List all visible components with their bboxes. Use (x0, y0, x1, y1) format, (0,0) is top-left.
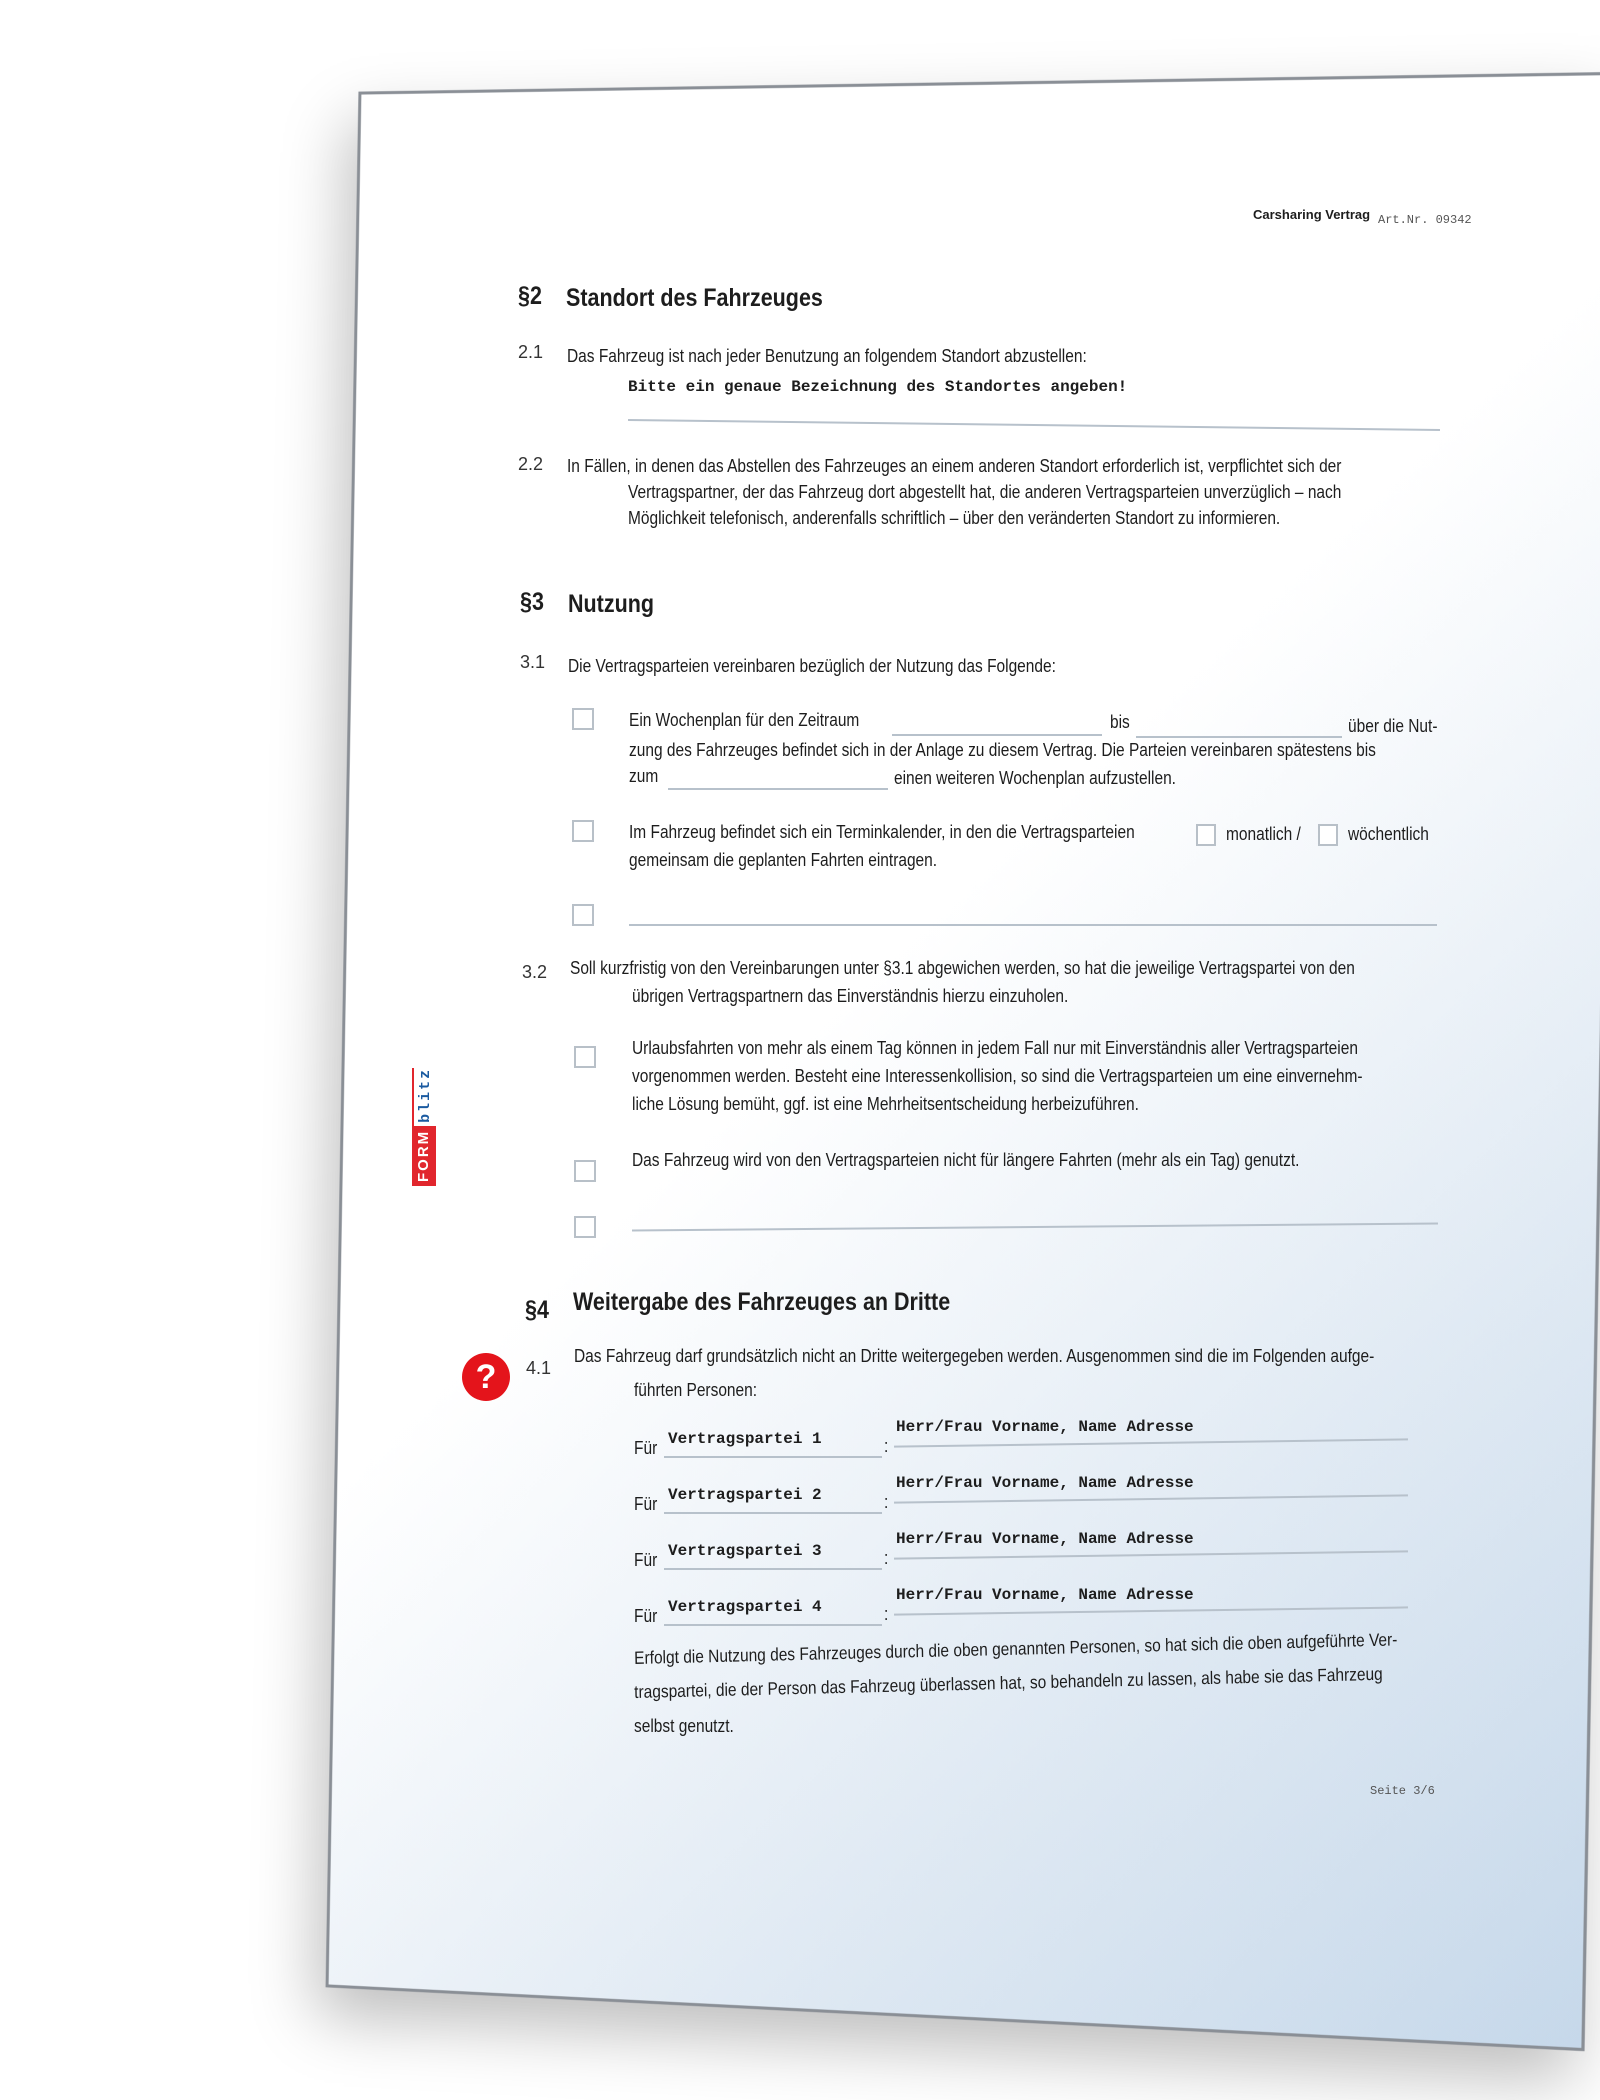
clause-3-1-text: Die Vertragsparteien vereinbaren bezüglich der Nutzung das Folgende: (568, 656, 1056, 676)
party-field[interactable]: Vertragspartei 3 (668, 1542, 822, 1560)
separator: : (884, 1604, 889, 1624)
party-field[interactable]: Vertragspartei 1 (668, 1430, 822, 1448)
party-field-line (664, 1568, 882, 1570)
clause-3-2-number: 3.2 (522, 962, 548, 982)
header-art-nr: Art.Nr. 09342 (1378, 213, 1472, 227)
option-weekly-plan-text-zum: zum (629, 766, 659, 786)
option-vacation-line-2: vorgenommen werden. Besteht eine Interessenkollision, so sind die Vertragsparteien um eine einvernehm- (632, 1066, 1363, 1086)
option-custom-2-checkbox[interactable] (574, 1216, 596, 1238)
help-icon[interactable]: ? (462, 1353, 510, 1401)
section-3-title: Nutzung (568, 590, 654, 618)
period-from-field[interactable] (892, 734, 1102, 736)
closing-line-1: Erfolgt die Nutzung des Fahrzeuges durch die oben genannten Personen, so hat sich die oben aufgeführte Ver- (634, 1629, 1398, 1668)
for-label: Für (634, 1606, 658, 1626)
option-weekly-plan-text-a: Ein Wochenplan für den Zeitraum (629, 710, 860, 730)
clause-2-2-line-1: In Fällen, in denen das Abstellen des Fahrzeuges an einem anderen Standort erforderlich ist, verpflichtet sich der (567, 456, 1342, 476)
header-title: Carsharing Vertrag (1253, 207, 1371, 222)
party-field-line (664, 1512, 882, 1514)
closing-line-3: selbst genutzt. (634, 1716, 734, 1736)
for-label: Für (634, 1550, 658, 1570)
page-number: Seite 3/6 (1370, 1784, 1435, 1798)
option-calendar-checkbox[interactable] (572, 820, 594, 842)
section-4-title: Weitergabe des Fahrzeuges an Dritte (573, 1288, 951, 1316)
monthly-checkbox[interactable] (1196, 824, 1216, 846)
weekly-label: wöchentlich (1348, 824, 1429, 844)
option-vacation-line-3: liche Lösung bemüht, ggf. ist eine Mehrheitsentscheidung herbeizuführen. (632, 1094, 1139, 1114)
section-2-title: Standort des Fahrzeuges (566, 284, 823, 312)
person-field[interactable]: Herr/Frau Vorname, Name Adresse (896, 1586, 1194, 1604)
party-field[interactable]: Vertragspartei 4 (668, 1598, 822, 1616)
period-to-field[interactable] (1136, 736, 1342, 738)
monthly-label: monatlich / (1226, 824, 1301, 844)
option-calendar-line-2: gemeinsam die geplanten Fahrten eintragen. (629, 850, 938, 870)
option-weekly-plan-line-3: einen weiteren Wochenplan aufzustellen. (894, 768, 1176, 788)
clause-4-1-number: 4.1 (526, 1358, 552, 1378)
for-label: Für (634, 1438, 658, 1458)
location-field[interactable]: Bitte ein genaue Bezeichnung des Standortes angeben! (628, 378, 1128, 396)
separator: : (884, 1492, 889, 1512)
weekly-checkbox[interactable] (1318, 824, 1338, 846)
clause-2-2-number: 2.2 (518, 454, 544, 474)
option-no-long-trips-checkbox[interactable] (574, 1160, 596, 1182)
clause-4-1-line-1: Das Fahrzeug darf grundsätzlich nicht an Dritte weitergegeben werden. Ausgenommen sind die im Folgenden aufge- (574, 1346, 1375, 1366)
person-field[interactable]: Herr/Frau Vorname, Name Adresse (896, 1474, 1194, 1492)
clause-2-2-line-2: Vertragspartner, der das Fahrzeug dort abgestellt hat, die anderen Vertragsparteien unverzüglich – nach (628, 482, 1342, 502)
section-4-number: §4 (525, 1296, 549, 1324)
clause-4-1-line-2: führten Personen: (634, 1380, 758, 1400)
formblitz-logo: FORM blitz (412, 1038, 436, 1186)
section-2-number: §2 (518, 282, 542, 310)
clause-3-2-line-1: Soll kurzfristig von den Vereinbarungen unter §3.1 abgewichen werden, so hat die jeweilige Vertragspartei von den (570, 958, 1355, 978)
closing-line-2: tragspartei, die der Person das Fahrzeug überlassen hat, so behandeln zu lassen, als habe sie das Fahrzeug (634, 1663, 1383, 1702)
clause-3-1-number: 3.1 (520, 652, 546, 672)
separator: : (884, 1436, 889, 1456)
section-3-number: §3 (520, 588, 544, 616)
clause-2-2-line-3: Möglichkeit telefonisch, anderenfalls schriftlich – über den veränderten Standort zu informieren. (628, 508, 1281, 528)
option-weekly-plan-line-2: zung des Fahrzeuges befindet sich in der Anlage zu diesem Vertrag. Die Parteien vereinbaren spätestens bis (629, 740, 1376, 760)
for-label: Für (634, 1494, 658, 1514)
person-field[interactable]: Herr/Frau Vorname, Name Adresse (896, 1418, 1194, 1436)
next-plan-date-field[interactable] (668, 788, 888, 790)
option-custom-checkbox[interactable] (572, 904, 594, 926)
clause-3-2-line-2: übrigen Vertragspartnern das Einverständnis hierzu einzuholen. (632, 986, 1069, 1006)
option-calendar-text: Im Fahrzeug befindet sich ein Terminkalender, in den die Vertragsparteien (629, 822, 1135, 842)
option-custom-field[interactable] (629, 924, 1437, 926)
party-field[interactable]: Vertragspartei 2 (668, 1486, 822, 1504)
person-field[interactable]: Herr/Frau Vorname, Name Adresse (896, 1530, 1194, 1548)
option-weekly-plan-text-c: über die Nut- (1348, 716, 1438, 736)
option-vacation-checkbox[interactable] (574, 1046, 596, 1068)
document-page (326, 72, 1600, 2051)
option-vacation-line-1: Urlaubsfahrten von mehr als einem Tag können in jedem Fall nur mit Einverständnis aller Vertragsparteien (632, 1038, 1358, 1058)
option-weekly-plan-checkbox[interactable] (572, 708, 594, 730)
party-field-line (664, 1624, 882, 1626)
clause-2-1-number: 2.1 (518, 342, 544, 362)
option-no-long-trips-text: Das Fahrzeug wird von den Vertragsparteien nicht für längere Fahrten (mehr als ein Tag) genutzt. (632, 1150, 1300, 1170)
option-weekly-plan-text-b: bis (1110, 712, 1130, 732)
separator: : (884, 1548, 889, 1568)
party-field-line (664, 1456, 882, 1458)
clause-2-1-text: Das Fahrzeug ist nach jeder Benutzung an folgendem Standort abzustellen: (567, 346, 1087, 366)
